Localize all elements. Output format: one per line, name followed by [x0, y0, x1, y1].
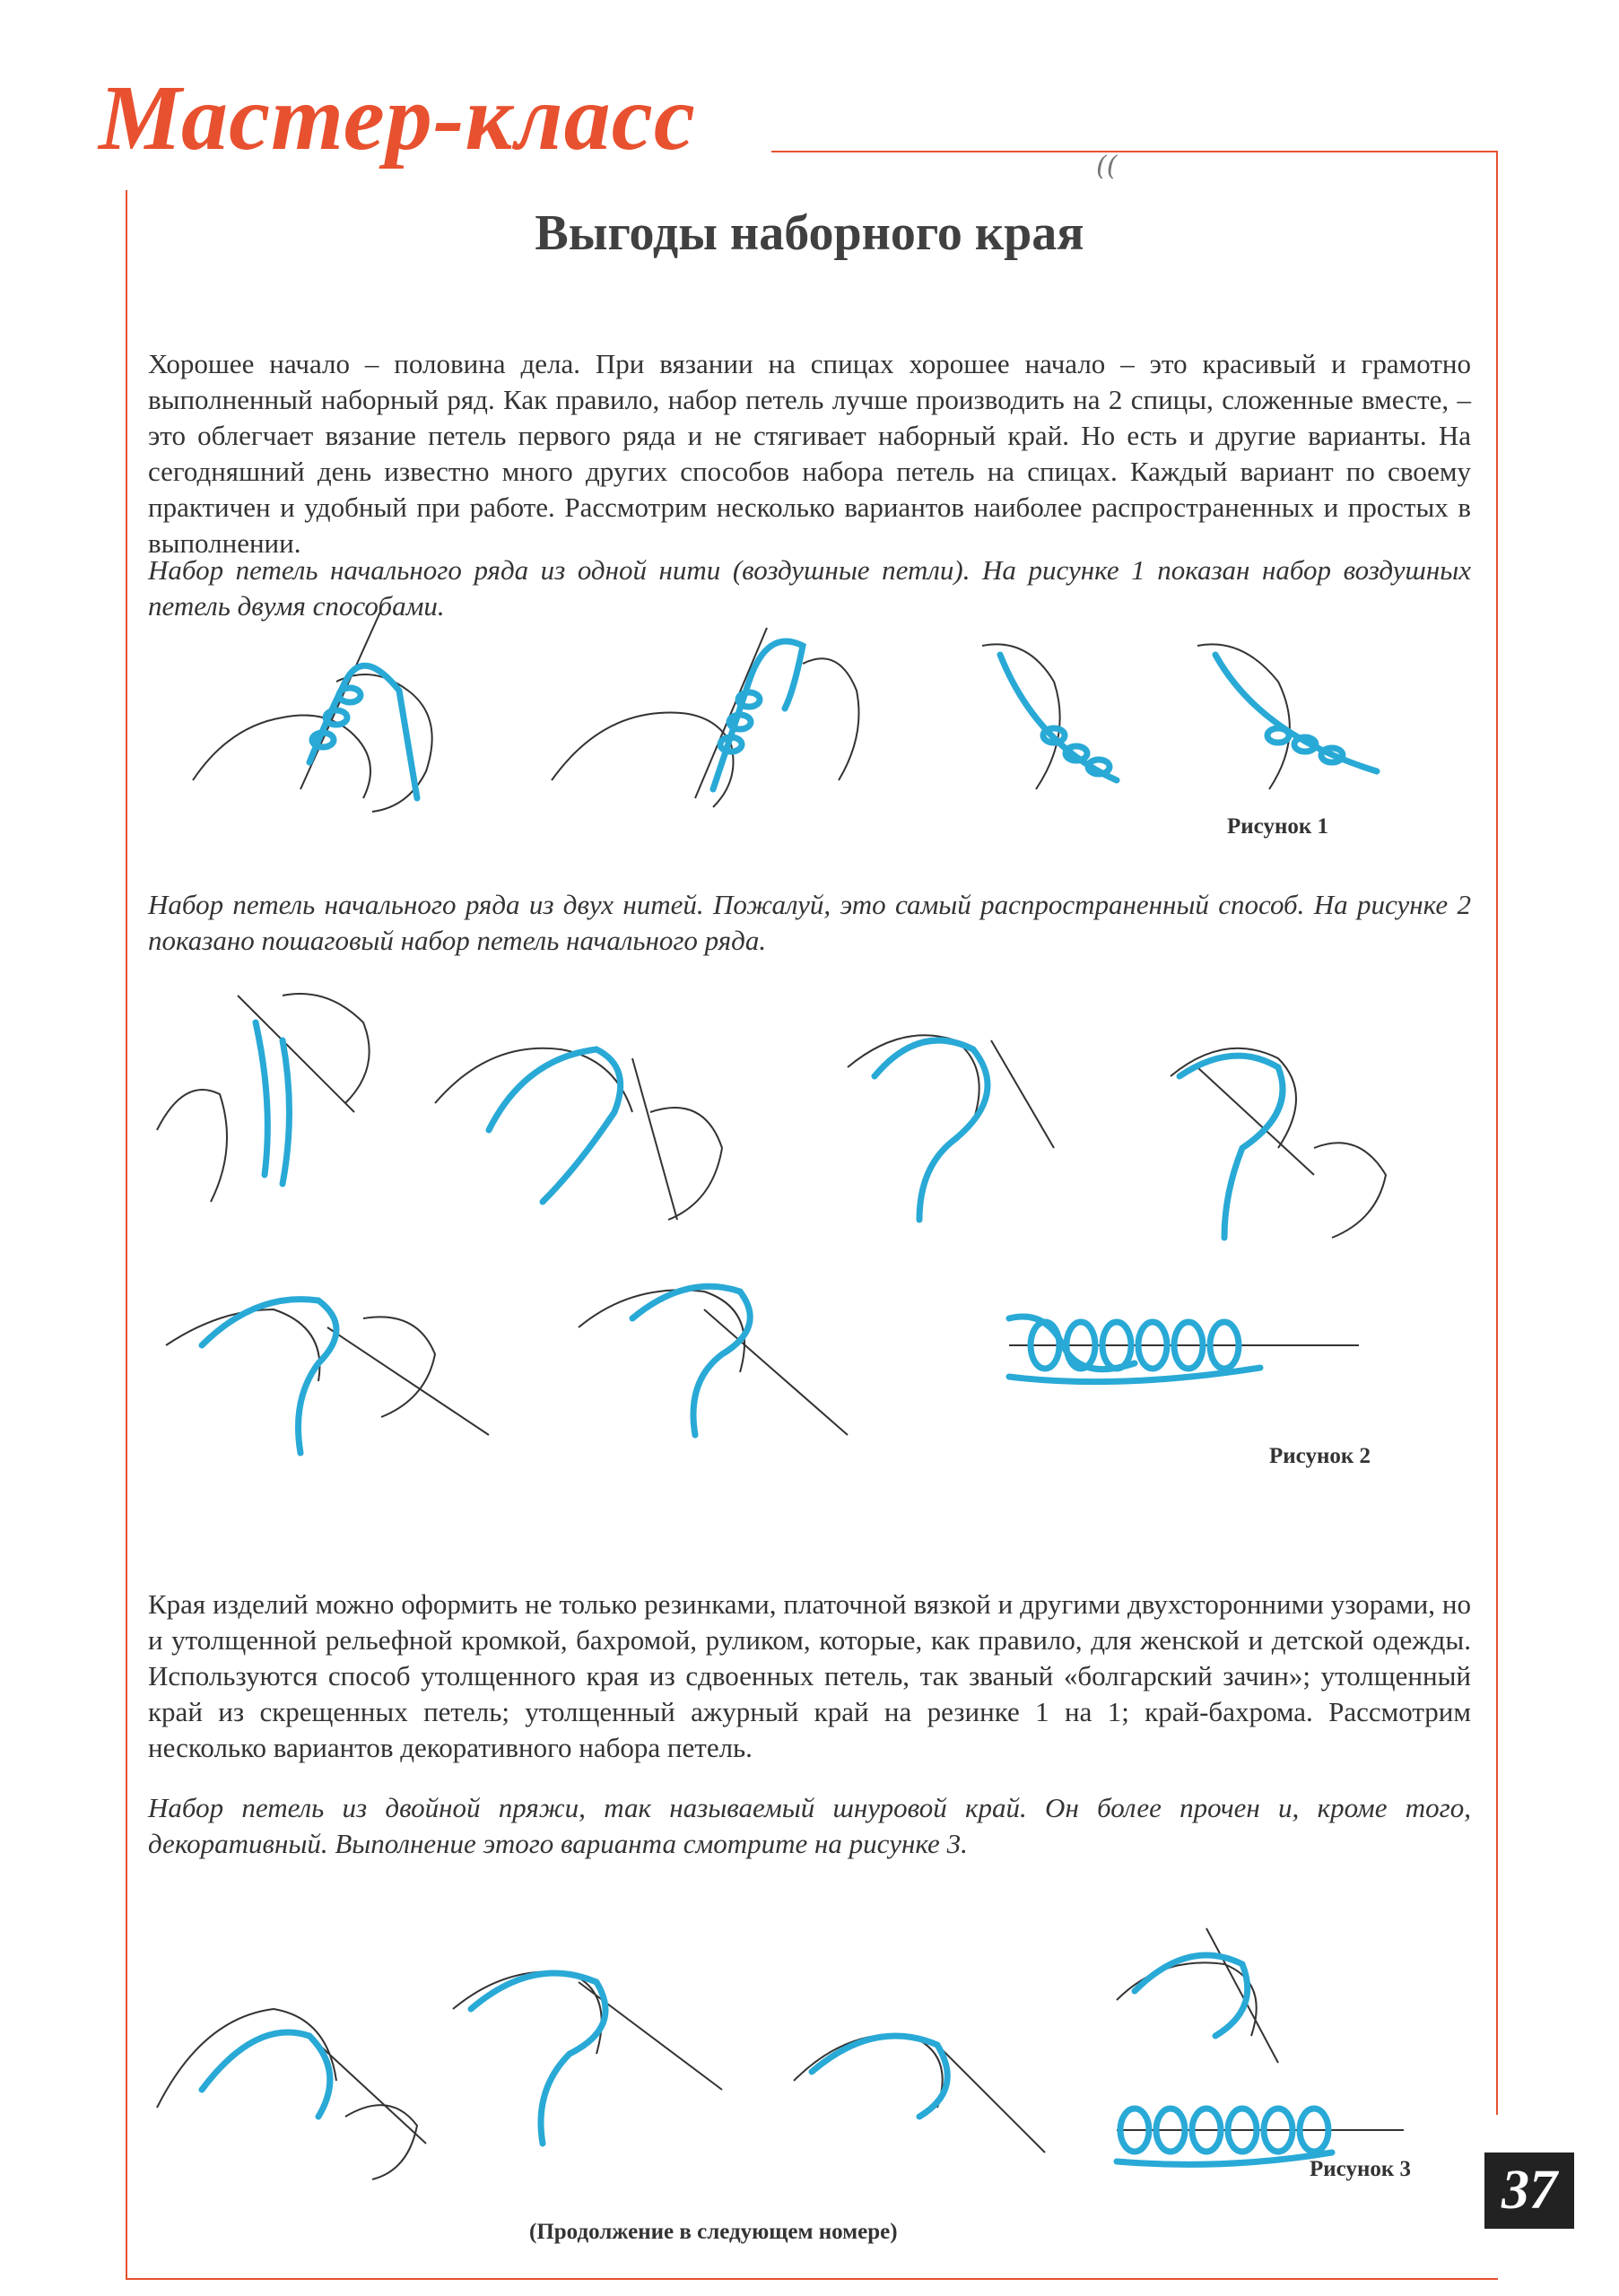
- section-title: Мастер-класс: [99, 66, 696, 170]
- edges-paragraph: Края изделий можно оформить не только резинками, платочной вязкой и другими двухсторонними узорами, но и утолщенной рельефной кромкой, бахромой, руликом, которые, как правило, для женской и детской одежды. Используются способ утолщенного края из сдвоенных петель, так званый «болгарский зачин»; утолщенный край из скрещенных петель; утолщенный ажурный край на резинке 1 на 1; край-бахрома. Рассмотрим несколько вариантов декоративного набора петель.: [148, 1588, 1471, 1763]
- frame-line-left: [126, 190, 127, 2280]
- figure-2-illustration: [148, 969, 1475, 1507]
- figure-1: [175, 610, 1413, 825]
- page-number: 37: [1484, 2152, 1574, 2229]
- continued-note: (Продолжение в следующем номере): [529, 2220, 898, 2244]
- figure-1-caption: Рисунок 1: [1227, 814, 1329, 839]
- figure-3: [148, 1883, 1449, 2188]
- article-title: Выгоды наборного края: [535, 205, 1084, 261]
- quote-mark: ((: [1096, 151, 1118, 182]
- method1-paragraph: Набор петель начального ряда из одной нити (воздушные петли). На рисунке 1 показан набор воздушных петель двумя способами.: [148, 554, 1471, 622]
- frame-line-top: [771, 151, 1498, 152]
- method2-paragraph: Набор петель начального ряда из двух нитей. Пожалуй, это самый распространенный способ. На рисунке 2 показано пошаговый набор петель начального ряда.: [148, 889, 1471, 956]
- method3-paragraph: Набор петель из двойной пряжи, так называемый шнуровой край. Он более прочен и, кроме того, декоративный. Выполнение этого варианта смотрите на рисунке 3.: [148, 1792, 1471, 1859]
- figure-3-illustration: [148, 1883, 1449, 2188]
- frame-line-right: [1496, 151, 1498, 2115]
- figure-2: [148, 969, 1475, 1507]
- figure-2-caption: Рисунок 2: [1269, 1444, 1371, 1468]
- figure-1-illustration: [175, 610, 1413, 825]
- frame-line-bottom: [126, 2278, 1498, 2280]
- figure-3-caption: Рисунок 3: [1310, 2157, 1412, 2181]
- intro-paragraph: Хорошее начало – половина дела. При вязании на спицах хорошее начало – это красивый и грамотно выполненный наборный ряд. Как правило, набор петель лучше производить на 2 спицы, сложенные вместе, – это облегчает вязание петель первого ряда и не стягивает наборный край. Но есть и другие варианты. На сегодняшний день известно много других способов набора петель на спицах. Каждый вариант по своему практичен и удобный при работе. Рассмотрим несколько вариантов наиболее распространенных и простых в выполнении.: [148, 348, 1471, 559]
